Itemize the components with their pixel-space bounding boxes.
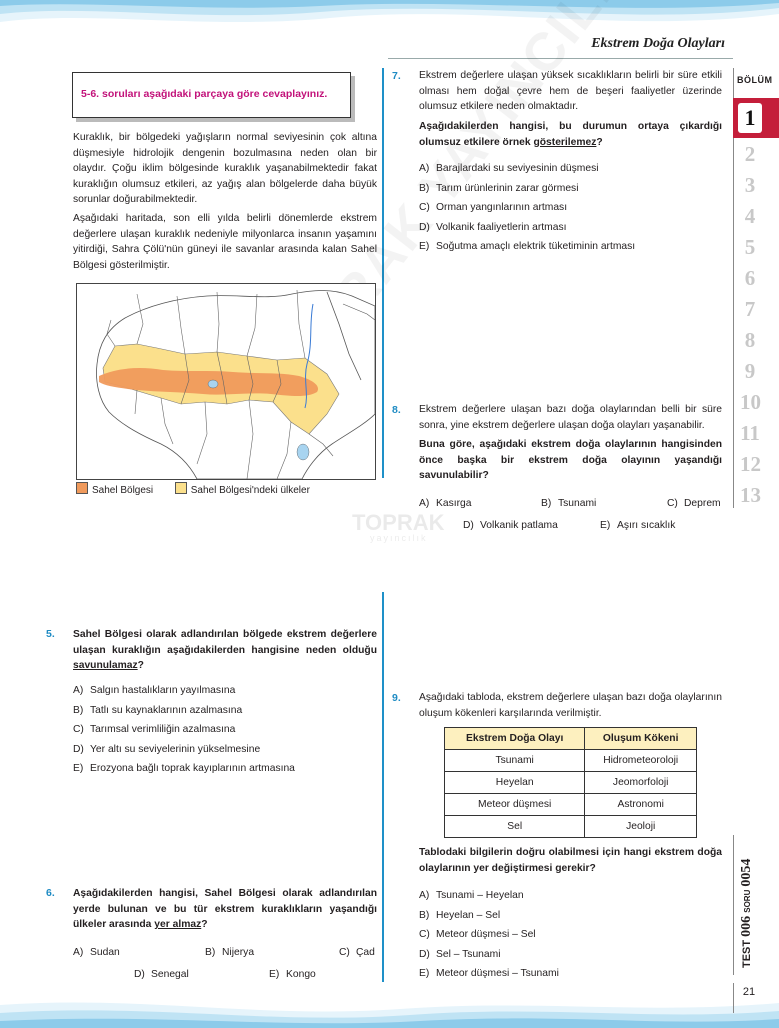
chapter-tab-8[interactable]: 8 (744, 328, 756, 352)
page-number: 21 (742, 986, 756, 998)
option-key: B) (73, 704, 84, 716)
instruction-text: 5-6. soruları aşağıdaki parçaya göre cevaplayınız. (81, 88, 328, 100)
chapter-tab-active[interactable] (733, 98, 779, 138)
question-5-option-d[interactable] (73, 740, 377, 760)
question-5-stem-text: Sahel Bölgesi olarak adlandırılan bölgede ekstrem değerlere ulaşan kuraklığın aşağıdakilerden hangisine neden olduğu (73, 629, 377, 656)
chapter-tab-12[interactable]: 12 (740, 452, 761, 476)
question-8-number: 8. (392, 404, 401, 416)
table-row (445, 750, 697, 772)
option-text: Senegal (151, 969, 189, 980)
question-7-option-b[interactable] (419, 179, 722, 199)
question-9-option-b[interactable] (419, 906, 722, 926)
option-text: Barajlardaki su seviyesinin düşmesi (436, 163, 599, 174)
question-5-stem-end: ? (137, 660, 144, 672)
question-8-option-c[interactable] (667, 494, 721, 514)
table-cell: Astronomi (585, 794, 697, 816)
question-9-options (419, 886, 722, 984)
question-5-options (73, 681, 377, 779)
question-7-stem-end: ? (596, 136, 603, 148)
test-number: 006 (739, 915, 754, 937)
option-text: Erozyona bağlı toprak kayıplarının artmasına (90, 763, 295, 774)
bolum-label: BÖLÜM (737, 75, 773, 85)
origin-table (444, 727, 697, 838)
question-9-text: Aşağıdaki tabloda, ekstrem değerlere ulaşan bazı doğa olaylarının oluşum kökenleri karşılarında verilmiştir. (419, 692, 722, 719)
chapter-tab-9[interactable]: 9 (744, 359, 756, 383)
question-7-option-a[interactable] (419, 159, 722, 179)
table-row (445, 816, 697, 838)
option-text: Tarım ürünlerinin zarar görmesi (436, 182, 579, 194)
question-9-option-a[interactable] (419, 886, 722, 906)
option-text: Yer altı su seviyelerinin yükselmesine (90, 743, 261, 755)
question-6-stem-emphasis: yer almaz (154, 919, 202, 931)
question-8-option-e[interactable] (600, 516, 675, 536)
option-text: Tarımsal verimliliğin azalmasına (90, 724, 236, 735)
table-header-cell: Ekstrem Doğa Olayı (445, 728, 585, 750)
chapter-tab-6[interactable]: 6 (744, 266, 756, 290)
question-5-stem-emphasis: savunulamaz (73, 660, 138, 672)
option-key: B) (419, 182, 430, 194)
legend-swatch-sahel (76, 482, 88, 494)
option-text: Meteor düşmesi – Sel (436, 929, 536, 940)
table-cell: Jeomorfoloji (585, 772, 697, 794)
table-header-row (445, 728, 697, 750)
table-cell: Hidrometeoroloji (585, 750, 697, 772)
option-key: C) (667, 498, 678, 509)
question-8-option-b[interactable] (541, 494, 596, 514)
question-5-option-e[interactable] (73, 759, 377, 779)
page-number-rule (733, 983, 734, 1013)
option-text: Çad (356, 947, 375, 958)
option-text: Aşırı sıcaklık (617, 520, 676, 531)
question-7-number: 7. (392, 70, 401, 82)
table-cell: Sel (445, 816, 585, 838)
option-text: Sel – Tsunami (436, 948, 501, 960)
question-6-option-d[interactable] (134, 965, 189, 985)
question-5-option-b[interactable] (73, 701, 377, 721)
watermark-brand: TOPRAK (352, 510, 445, 535)
option-text: Soğutma amaçlı elektrik tüketiminin artması (436, 241, 636, 252)
option-key: D) (419, 948, 430, 960)
option-text: Kongo (286, 969, 316, 980)
chapter-tab-10[interactable]: 10 (740, 390, 761, 414)
instruction-box (72, 72, 351, 118)
question-5-stem (73, 627, 377, 674)
intro-paragraph-2: Aşağıdaki haritada, son elli yılda belirli dönemlerde ekstrem değerlere ulaşan kuraklık nedeniyle milyonlarca insanın yaşamını yitirdiği, Sahra Çölü'nün güneyi ile savanlar arasında kalan Sahel Bölgesi gösterilmiştir. (73, 213, 377, 271)
question-6-number: 6. (46, 887, 55, 899)
question-5-option-c[interactable] (73, 720, 377, 740)
question-9-stem: Tablodaki bilgilerin doğru olabilmesi için hangi ekstrem doğa olaylarının yer değiştirmesi gerekir? (419, 847, 722, 874)
option-text: Salgın hastalıkların yayılmasına (90, 685, 236, 696)
footer-wave-decoration (0, 985, 779, 1028)
legend-swatch-countries (175, 482, 187, 494)
option-text: Kasırga (436, 498, 472, 509)
option-key: B) (541, 498, 552, 509)
option-key: E) (269, 969, 280, 980)
question-7-stem-text: Aşağıdakilerden hangisi, bu durumun ortaya çıkardığı olumsuz etkilere örnek (419, 121, 722, 148)
legend-label-countries: Sahel Bölgesi'ndeki ülkeler (190, 485, 310, 496)
option-text: Sudan (90, 947, 120, 958)
table-cell: Meteor düşmesi (445, 794, 585, 816)
option-key: C) (339, 947, 350, 958)
question-7-options (419, 159, 722, 257)
question-6-option-e[interactable] (269, 965, 316, 985)
chapter-tab-5[interactable]: 5 (744, 235, 756, 259)
option-key: D) (419, 221, 430, 233)
africa-map-graphic (77, 284, 375, 479)
table-cell: Tsunami (445, 750, 585, 772)
option-key: C) (419, 929, 430, 940)
question-7-option-e[interactable] (419, 237, 722, 257)
test-code-label (735, 838, 761, 968)
option-text: Volkanik faaliyetlerin artması (436, 221, 567, 233)
question-8-text: Ekstrem değerlere ulaşan bazı doğa olaylarından belli bir süre sonra, yine ekstrem değerlere ulaşan doğa olayları yaşanabilir. (419, 404, 722, 431)
question-6-stem (73, 886, 377, 933)
option-key: E) (600, 520, 611, 531)
option-text: Tatlı su kaynaklarının azalmasına (90, 704, 243, 716)
question-7-stem-emphasis: gösterilemez (533, 136, 597, 148)
question-8-option-a[interactable] (419, 494, 472, 514)
chapter-tab-11[interactable]: 11 (740, 421, 760, 445)
option-key: A) (419, 498, 430, 509)
watermark-sub: yayıncılık (370, 533, 428, 543)
option-key: C) (419, 202, 430, 213)
question-7-option-d[interactable] (419, 218, 722, 238)
question-7-option-c[interactable] (419, 198, 722, 218)
question-6-option-a[interactable] (73, 943, 120, 963)
section-title: Ekstrem Doğa Olayları (591, 36, 725, 51)
option-key: E) (419, 968, 430, 979)
option-key: A) (419, 163, 430, 174)
question-5-number: 5. (46, 628, 55, 640)
test-label: TEST (741, 939, 753, 968)
option-key: D) (73, 743, 84, 755)
option-key: B) (419, 909, 430, 921)
table-cell: Heyelan (445, 772, 585, 794)
question-7-text: Ekstrem değerlere ulaşan yüksek sıcaklıkların belirli bir süre etkili olması hem doğal çevre hem de beşeri faaliyetler üzerinde olumsuz etkilere neden olmaktadır. (419, 70, 722, 113)
question-7-stem (419, 119, 722, 150)
question-5-option-a[interactable] (73, 681, 377, 701)
question-6-option-c[interactable] (339, 943, 375, 963)
question-9-option-e[interactable] (419, 964, 722, 984)
option-text: Deprem (684, 498, 721, 509)
header-wave-decoration (0, 0, 779, 40)
question-6-stem-end: ? (201, 919, 208, 931)
question-8-stem: Buna göre, aşağıdaki ekstrem doğa olaylarının hangisinden önce başka bir ekstrem doğa olayının yaşandığı savunulabilir? (419, 439, 722, 482)
option-key: D) (463, 520, 474, 531)
chapter-tab-7[interactable]: 7 (744, 297, 756, 321)
table-row (445, 772, 697, 794)
chapter-tab-2[interactable]: 2 (744, 142, 756, 166)
sahel-map (76, 283, 376, 480)
column-divider-bottom (382, 592, 384, 982)
option-text: Heyelan – Sel (436, 909, 501, 921)
option-text: Orman yangınlarının artması (436, 202, 568, 213)
question-9-option-c[interactable] (419, 925, 722, 945)
option-key: C) (73, 724, 84, 735)
soru-number: 0054 (739, 858, 754, 887)
option-key: A) (73, 685, 84, 696)
option-key: A) (419, 890, 430, 901)
test-code-rotated (735, 838, 759, 968)
table-header-cell: Oluşum Kökeni (585, 728, 697, 750)
question-6-option-b[interactable] (205, 943, 254, 963)
option-text: Nijerya (222, 947, 255, 958)
table-cell: Jeoloji (585, 816, 697, 838)
option-key: D) (134, 969, 145, 980)
question-9-number: 9. (392, 692, 401, 704)
table-row (445, 794, 697, 816)
map-legend (76, 482, 310, 496)
chapter-tab-13[interactable]: 13 (740, 483, 761, 507)
option-text: Tsunami – Heyelan (436, 890, 524, 901)
question-8-option-d[interactable] (463, 516, 558, 536)
legend-label-sahel: Sahel Bölgesi (92, 485, 154, 496)
option-key: E) (73, 763, 84, 774)
option-key: A) (73, 947, 84, 958)
option-text: Tsunami (558, 498, 597, 509)
question-9-option-d[interactable] (419, 945, 722, 965)
option-text: Volkanik patlama (480, 520, 558, 531)
option-text: Meteor düşmesi – Tsunami (436, 968, 559, 979)
soru-label: SORU (743, 889, 752, 913)
chapter-tab-4[interactable]: 4 (744, 204, 756, 228)
option-key: E) (419, 241, 430, 252)
option-key: B) (205, 947, 216, 958)
chapter-tab-3[interactable]: 3 (744, 173, 756, 197)
question-6-stem-text: Aşağıdakilerden hangisi, Sahel Bölgesi olarak adlandırılan yerde bulunan ve bu tür ekstrem kuraklıkların yaşandığı ülkeler arasında (73, 888, 377, 931)
sidebar-rule-bottom (733, 835, 734, 975)
chapter-active-number: 1 (738, 103, 762, 133)
intro-paragraph-1: Kuraklık, bir bölgedeki yağışların normal seviyesinin çok altına düşmesiyle hidrolojik dengenin bozulmasına neden olan bir olaydır. Çoğu iklim bölgesinde kuraklık yaşanabilmektedir fakat kuraklığın olumsuz etkileri, az yağış alan bölgelerde daha büyük sorunlar doğurabilmektedir. (73, 132, 377, 206)
